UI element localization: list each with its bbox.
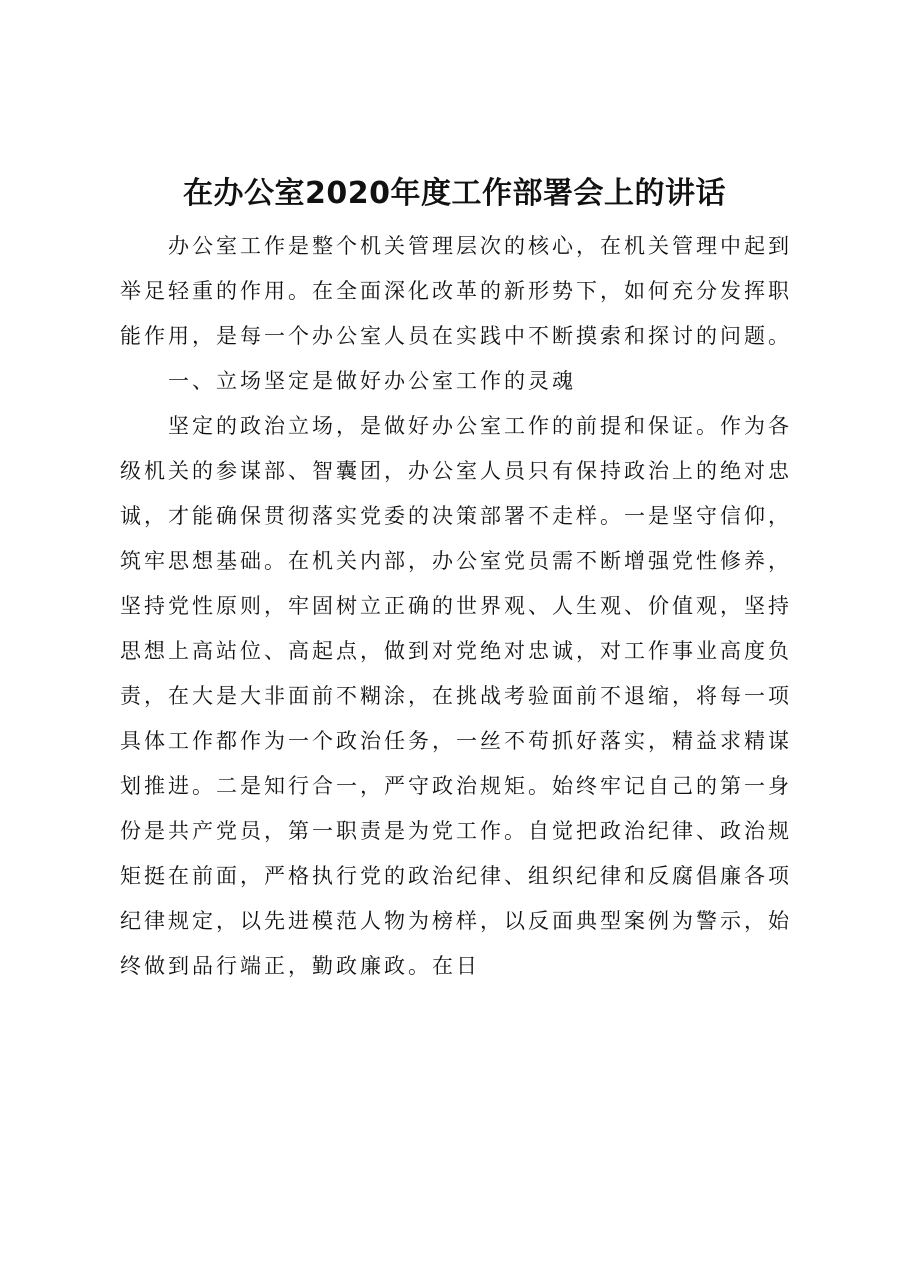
document-title: 在办公室2020年度工作部署会上的讲话 — [183, 176, 726, 211]
paragraph-intro: 办公室工作是整个机关管理层次的核心，在机关管理中起到举足轻重的作用。在全面深化改革的新形势下，如何充分发挥职能作用，是每一个办公室人员在实践中不断摸索和探讨的问题。 — [120, 234, 792, 348]
document-body — [120, 224, 792, 989]
paragraph-section-1: 坚定的政治立场，是做好办公室工作的前提和保证。作为各级机关的参谋部、智囊团，办公室人员只有保持政治上的绝对忠诚，才能确保贯彻落实党委的决策部署不走样。一是坚守信仰，筑牢思想基础。在机关内部，办公室党员需不断增强党性修养，坚持党性原则，牢固树立正确的世界观、人生观、价值观，坚持思想上高站位、高起点，做到对党绝对忠诚，对工作事业高度负责，在大是大非面前不糊涂，在挑战考验面前不退缩，将每一项具体工作都作为一个政治任务，一丝不苟抓好落实，精益求精谋划推进。二是知行合一，严守政治规矩。始终牢记自己的第一身份是共产党员，第一职责是为党工作。自觉把政治纪律、政治规矩挺在前面，严格执行党的政治纪律、组织纪律和反腐倡廉各项纪律规定，以先进模范人物为榜样，以反面典型案例为警示，始终做到品行端正，勤政廉政。在日 — [120, 414, 792, 978]
section-heading-1: 一、立场坚定是做好办公室工作的灵魂 — [168, 369, 576, 393]
